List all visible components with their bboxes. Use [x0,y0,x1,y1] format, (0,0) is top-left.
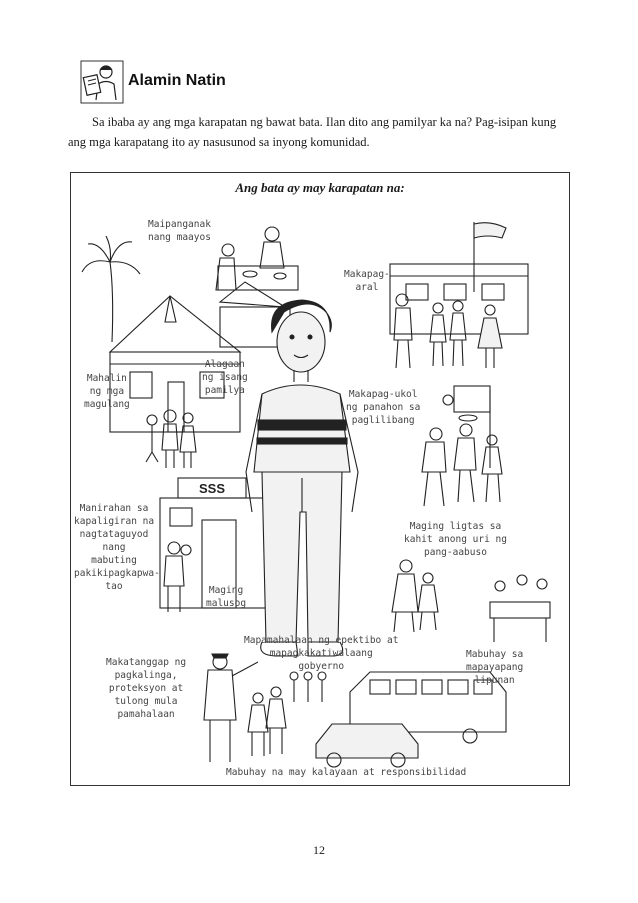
label-mabuhay-mapayapa: Mabuhay sa mapayapang lipunan [466,649,524,686]
label-makapag-aral: Makapag- aral [344,269,390,293]
label-alagaan: Alagaan ng isang pamilya [202,359,248,396]
label-maging-malusog: Maging malusog [206,585,247,609]
protection-scene [392,560,438,632]
sss-sign-text: SSS [198,481,226,496]
label-mabuhay-malaya: Mabuhay na may kalayaan at responsibilidad [226,767,467,778]
label-maging-ligtas: Maging ligtas sa kahit anong uri ng pang-aabuso [404,521,507,558]
label-makatanggap: Makatanggap ng pagkalinga, proteksyon at tulong mula pamahalaan [106,657,187,720]
label-mapamahalaan: Mapamahalaan ng epektibo at mapagkakatiwalaang gobyerno [244,635,399,672]
school-scene [390,222,528,368]
intro-paragraph: Sa ibaba ay ang mga karapatan ng bawat bata. Ilan dito ang pamilyar ka na? Pag-isipan kung ang mga karapatang ito ay nasusunod sa inyong komunidad. [68,115,557,149]
label-mahalin: Mahalin ng mga magulang [84,373,130,410]
peaceful-community-scene [490,575,550,642]
student-with-book-icon [80,60,124,104]
basketball-scene [422,386,502,506]
family-dining-scene [216,227,298,290]
label-makapag-ukol: Makapag-ukol ng panahon sa paglilibang [346,389,421,426]
section-title: Alamin Natin [128,72,226,89]
illustration-title: Ang bata ay may karapatan na: [235,180,405,195]
label-maipanganak: Maipanganak nang maayos [148,219,211,243]
central-boy-figure [246,300,358,656]
page-number: 12 [313,843,325,857]
palm-tree [82,236,140,342]
label-manirahan: Manirahan sa kapaligiran na nagtataguyod nang mabuting pakikipagkapwa- tao [74,503,160,592]
